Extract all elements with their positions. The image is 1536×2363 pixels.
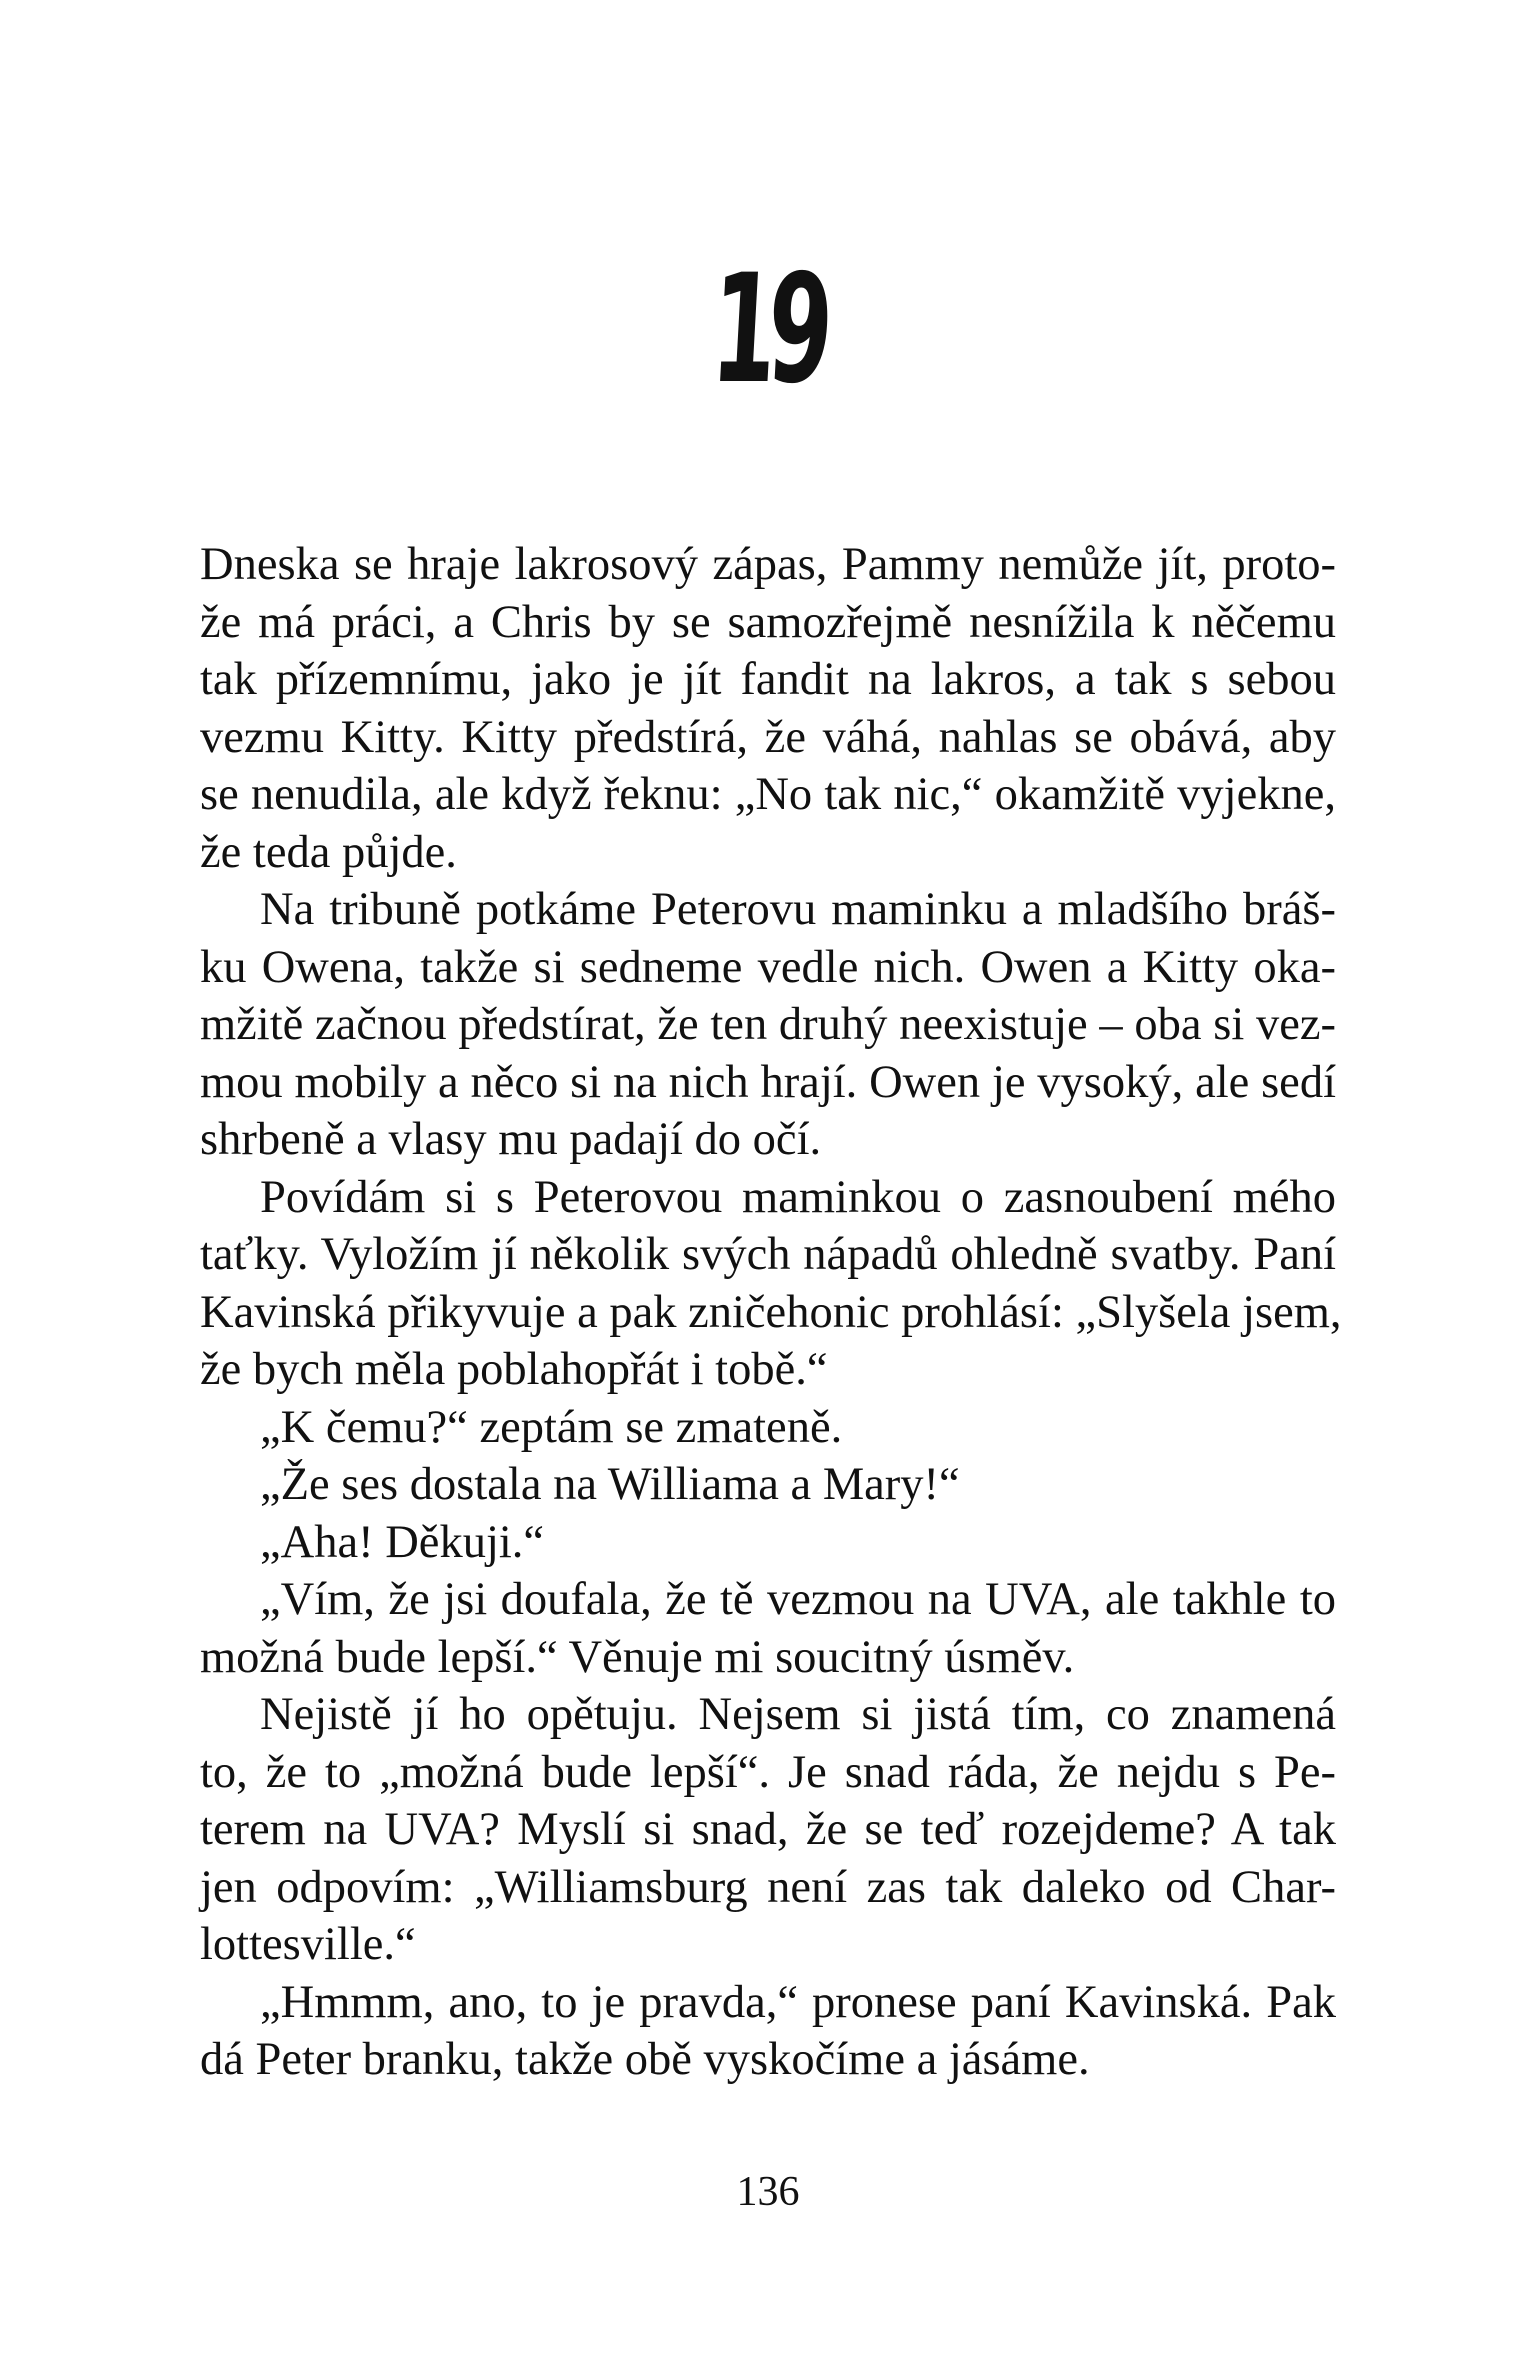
paragraph [200, 1514, 1336, 1572]
text-line: terem na UVA? Myslí si snad, že se teď rozejdeme? A tak [200, 1804, 1336, 1855]
paragraph [200, 1686, 1336, 1974]
text-line: jen odpovím: „Williamsburg není zas tak daleko od Char- [200, 1861, 1336, 1913]
text-line: že má práci, a Chris by se samozřejmě nesnížila k něčemu [200, 596, 1336, 648]
text-line: lottesville.“ [200, 1919, 416, 1970]
text-line: to, že to „možná bude lepší“. Je snad ráda, že nejdu s Pe- [200, 1746, 1336, 1798]
page-number: 136 [736, 2169, 800, 2215]
text-line: Dneska se hraje lakrosový zápas, Pammy nemůže jít, proto- [200, 539, 1336, 590]
text-line: dá Peter branku, takže obě vyskočíme a jásáme. [200, 2034, 1090, 2085]
text-line: se nenudila, ale když řeknu: „No tak nic,“ okamžitě vyjekne, [200, 769, 1336, 820]
text-line: vezmu Kitty. Kitty předstírá, že váhá, nahlas se obává, aby [200, 711, 1336, 763]
paragraph [200, 1399, 1336, 1457]
text-line: „K čemu?“ zeptám se zmateně. [260, 1401, 843, 1453]
text-line: Nejistě jí ho opětuju. Nejsem si jistá tím, co znamená [260, 1689, 1336, 1740]
paragraph [200, 881, 1336, 1169]
text-line: „Že ses dostala na Williama a Mary!“ [260, 1459, 960, 1510]
paragraph [200, 1456, 1336, 1514]
text-line: Povídám si s Peterovou maminkou o zasnoubení mého [260, 1171, 1336, 1223]
text-line: „Vím, že jsi doufala, že tě vezmou na UVA, ale takhle to [260, 1574, 1336, 1625]
text-line: možná bude lepší.“ Věnuje mi soucitný úsměv. [200, 1631, 1075, 1683]
text-line: „Aha! Děkuji.“ [260, 1516, 545, 1568]
body-text [200, 536, 1342, 2089]
text-line: taťky. Vyložím jí několik svých nápadů ohledně svatby. Paní [200, 1229, 1336, 1280]
text-line: „Hmmm, ano, to je pravda,“ pronese paní Kavinská. Pak [260, 1976, 1336, 2028]
text-line: ku Owena, takže si sedneme vedle nich. Owen a Kitty oka- [200, 941, 1336, 993]
paragraph [200, 536, 1336, 881]
text-line: mou mobily a něco si na nich hrají. Owen je vysoký, ale sedí [200, 1056, 1336, 1108]
text-line: že bych měla poblahopřát i tobě.“ [200, 1344, 828, 1395]
chapter-number: 19 [707, 243, 829, 417]
text-line: tak přízemnímu, jako je jít fandit na lakros, a tak s sebou [200, 654, 1336, 705]
text-line: že teda půjde. [200, 826, 457, 878]
paragraph [200, 1571, 1336, 1686]
paragraph [200, 1169, 1342, 1399]
text-line: shrbeně a vlasy mu padají do očí. [200, 1114, 822, 1165]
text-line: Kavinská přikyvuje a pak zničehonic prohlásí: „Slyšela jsem, [200, 1286, 1342, 1338]
text-line: Na tribuně potkáme Peterovu maminku a mladšího bráš- [260, 884, 1336, 935]
paragraph [200, 1974, 1336, 2089]
text-line: mžitě začnou předstírat, že ten druhý neexistuje – oba si vez- [200, 999, 1336, 1050]
